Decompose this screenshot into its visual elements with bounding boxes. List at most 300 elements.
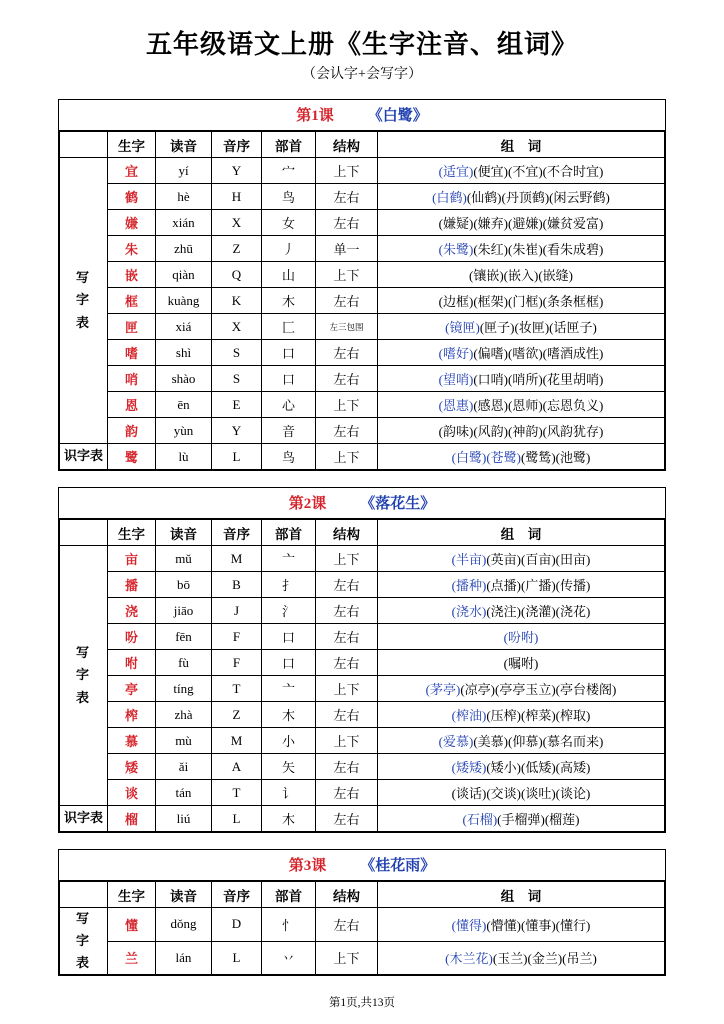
word-item: (仰慕) — [508, 734, 543, 749]
word-item: (嫌弃) — [473, 216, 508, 231]
initial-letter-cell: Y — [212, 418, 262, 444]
column-header: 部首 — [262, 520, 316, 546]
recognize-list-label: 识字表 — [60, 806, 108, 832]
column-header: 结构 — [316, 882, 378, 908]
character-cell: 韵 — [108, 418, 156, 444]
word-item: (神韵) — [508, 424, 543, 439]
table-row — [60, 158, 665, 184]
structure-cell: 左右 — [316, 210, 378, 236]
words-cell — [378, 184, 665, 210]
structure-cell: 左右 — [316, 908, 378, 942]
column-header: 音序 — [212, 132, 262, 158]
table-row — [60, 702, 665, 728]
radical-cell: 女 — [262, 210, 316, 236]
pinyin-cell: tán — [156, 780, 212, 806]
structure-cell: 左右 — [316, 780, 378, 806]
word-item: (看朱成碧) — [542, 242, 604, 257]
table-row — [60, 444, 665, 470]
word-item: (丹顶鹤) — [501, 190, 550, 205]
structure-cell: 左右 — [316, 418, 378, 444]
word-item: (榨取) — [555, 708, 591, 723]
word-item: (浇注) — [486, 604, 521, 619]
word-item: (浇灌) — [521, 604, 556, 619]
pinyin-cell: lù — [156, 444, 212, 470]
structure-cell: 左右 — [316, 366, 378, 392]
radical-cell: 扌 — [262, 572, 316, 598]
word-item: (嫌疑) — [438, 216, 474, 231]
word-item: (谈吐) — [521, 786, 556, 801]
pinyin-cell: shào — [156, 366, 212, 392]
word-item: (匣子) — [479, 320, 515, 335]
character-cell: 嵌 — [108, 262, 156, 288]
word-item: (交谈) — [486, 786, 521, 801]
word-item: (苍鹭) — [486, 450, 521, 465]
structure-cell: 左右 — [316, 598, 378, 624]
radical-cell: 山 — [262, 262, 316, 288]
table-header-row — [60, 132, 665, 158]
page-title: 五年级语文上册《生字注音、组词》 — [145, 30, 578, 59]
radical-cell: 亠 — [262, 546, 316, 572]
character-cell: 匣 — [108, 314, 156, 340]
word-item: (镜匣) — [445, 320, 480, 335]
character-cell: 兰 — [108, 941, 156, 975]
write-list-label: 写 字 表 — [60, 158, 108, 444]
column-header: 部首 — [262, 882, 316, 908]
character-cell: 亩 — [108, 546, 156, 572]
word-item: (矮小) — [486, 760, 521, 775]
word-item: (茅亭) — [425, 682, 461, 697]
column-header: 音序 — [212, 520, 262, 546]
word-item: (门框) — [508, 294, 543, 309]
words-cell — [378, 780, 665, 806]
character-cell: 嗜 — [108, 340, 156, 366]
structure-cell: 左右 — [316, 754, 378, 780]
lesson-block — [58, 487, 666, 833]
radical-cell: 讠 — [262, 780, 316, 806]
word-item: (镶嵌) — [468, 268, 504, 283]
character-table — [59, 519, 665, 832]
character-cell: 慕 — [108, 728, 156, 754]
table-row — [60, 572, 665, 598]
initial-letter-cell: H — [212, 184, 262, 210]
pinyin-cell: yí — [156, 158, 212, 184]
radical-cell: 匚 — [262, 314, 316, 340]
character-cell: 咐 — [108, 650, 156, 676]
recognize-list-label: 识字表 — [60, 444, 108, 470]
initial-letter-cell: K — [212, 288, 262, 314]
pinyin-cell: qiàn — [156, 262, 212, 288]
structure-cell: 单一 — [316, 236, 378, 262]
word-item: (美慕) — [473, 734, 508, 749]
column-header: 组 词 — [378, 132, 665, 158]
pinyin-cell: tíng — [156, 676, 212, 702]
page-subtitle: （会认字+会写字） — [302, 67, 422, 82]
structure-cell: 上下 — [316, 546, 378, 572]
radical-cell: 小 — [262, 728, 316, 754]
pinyin-cell: fēn — [156, 624, 212, 650]
lesson-block — [58, 849, 666, 976]
word-item: (浇水) — [451, 604, 487, 619]
word-item: (恩惠) — [438, 398, 474, 413]
radical-cell: 丿 — [262, 236, 316, 262]
words-cell — [378, 676, 665, 702]
column-header: 读音 — [156, 520, 212, 546]
structure-cell: 上下 — [316, 941, 378, 975]
table-row — [60, 210, 665, 236]
word-item: (适宜) — [438, 164, 474, 179]
pinyin-cell: zhū — [156, 236, 212, 262]
write-list-label: 写 字 表 — [60, 908, 108, 975]
pinyin-cell: ēn — [156, 392, 212, 418]
column-header: 结构 — [316, 132, 378, 158]
word-item: (懂行) — [555, 917, 591, 933]
character-cell: 播 — [108, 572, 156, 598]
word-item: (凉亭) — [460, 682, 495, 697]
table-row — [60, 262, 665, 288]
words-cell — [378, 314, 665, 340]
pinyin-cell: bō — [156, 572, 212, 598]
word-item: (哨所) — [508, 372, 543, 387]
initial-letter-cell: J — [212, 598, 262, 624]
word-item: (条条框框) — [542, 294, 604, 309]
initial-letter-cell: X — [212, 210, 262, 236]
column-header: 组 词 — [378, 520, 665, 546]
word-item: (金兰) — [527, 951, 563, 967]
table-row — [60, 754, 665, 780]
word-item: (偏嗜) — [473, 346, 508, 361]
word-item: (风韵) — [473, 424, 508, 439]
word-item: (不合时宜) — [542, 164, 604, 179]
character-table — [59, 881, 665, 975]
pinyin-cell: xiá — [156, 314, 212, 340]
word-item: (手榴弹) — [497, 812, 545, 827]
radical-cell: 音 — [262, 418, 316, 444]
radical-cell: 口 — [262, 366, 316, 392]
word-item: (不宜) — [508, 164, 543, 179]
pinyin-cell: yùn — [156, 418, 212, 444]
radical-cell: 丷 — [262, 941, 316, 975]
word-item: (嫌贫爱富) — [542, 216, 604, 231]
pinyin-cell: shì — [156, 340, 212, 366]
word-item: (朱崔) — [508, 242, 543, 257]
words-cell — [378, 624, 665, 650]
structure-cell: 上下 — [316, 262, 378, 288]
table-row — [60, 366, 665, 392]
initial-letter-cell: F — [212, 624, 262, 650]
radical-cell: 鸟 — [262, 444, 316, 470]
word-item: (妆匣) — [514, 320, 550, 335]
character-cell: 榨 — [108, 702, 156, 728]
radical-cell: 口 — [262, 340, 316, 366]
word-item: (懂事) — [521, 917, 556, 933]
radical-cell: 忄 — [262, 908, 316, 942]
initial-letter-cell: E — [212, 392, 262, 418]
words-cell — [378, 288, 665, 314]
structure-cell: 上下 — [316, 444, 378, 470]
initial-letter-cell: Y — [212, 158, 262, 184]
word-item: (嘱咐) — [503, 656, 539, 671]
character-cell: 朱 — [108, 236, 156, 262]
radical-cell: 矢 — [262, 754, 316, 780]
word-item: (矮矮) — [451, 760, 487, 775]
pinyin-cell: ǎi — [156, 754, 212, 780]
word-item: (播种) — [451, 578, 487, 593]
column-header: 生字 — [108, 882, 156, 908]
table-row — [60, 650, 665, 676]
radical-cell: 木 — [262, 288, 316, 314]
words-cell — [378, 444, 665, 470]
lesson-number: 第1课 — [296, 108, 334, 124]
words-cell — [378, 546, 665, 572]
character-cell: 谈 — [108, 780, 156, 806]
word-item: (低矮) — [521, 760, 556, 775]
word-item: (朱鹭) — [438, 242, 474, 257]
character-cell: 宜 — [108, 158, 156, 184]
lesson-name: 《白鹭》 — [367, 108, 428, 124]
structure-cell: 左三包围 — [316, 314, 378, 340]
pinyin-cell: mù — [156, 728, 212, 754]
initial-letter-cell: D — [212, 908, 262, 942]
structure-cell: 左右 — [316, 806, 378, 832]
word-item: (高矮) — [555, 760, 591, 775]
word-item: (田亩) — [555, 552, 591, 567]
table-header-row — [60, 520, 665, 546]
structure-cell: 上下 — [316, 728, 378, 754]
lesson-name: 《桂花雨》 — [360, 858, 436, 874]
write-list-label: 写 字 表 — [60, 546, 108, 806]
word-item: (嗜好) — [438, 346, 474, 361]
pinyin-cell: liú — [156, 806, 212, 832]
table-row — [60, 908, 665, 942]
initial-letter-cell: F — [212, 650, 262, 676]
word-item: (白鹤) — [432, 190, 467, 205]
character-cell: 懂 — [108, 908, 156, 942]
words-cell — [378, 572, 665, 598]
pinyin-cell: dǒng — [156, 908, 212, 942]
character-cell: 哨 — [108, 366, 156, 392]
initial-letter-cell: A — [212, 754, 262, 780]
words-cell — [378, 418, 665, 444]
words-cell — [378, 158, 665, 184]
header-corner — [60, 132, 108, 158]
initial-letter-cell: Q — [212, 262, 262, 288]
column-header: 读音 — [156, 882, 212, 908]
table-row — [60, 676, 665, 702]
column-header: 读音 — [156, 132, 212, 158]
word-item: (边框) — [438, 294, 474, 309]
column-header: 生字 — [108, 520, 156, 546]
words-cell — [378, 941, 665, 975]
lesson-header — [59, 850, 665, 881]
word-item: (玉兰) — [492, 951, 528, 967]
column-header: 结构 — [316, 520, 378, 546]
initial-letter-cell: S — [212, 340, 262, 366]
word-item: (白鹭) — [451, 450, 487, 465]
radical-cell: 木 — [262, 702, 316, 728]
lesson-block — [58, 99, 666, 471]
words-cell — [378, 262, 665, 288]
word-item: (嗜酒成性) — [542, 346, 604, 361]
word-item: (闲云野鹤) — [549, 190, 610, 205]
word-item: (点播) — [486, 578, 521, 593]
table-row — [60, 314, 665, 340]
table-row — [60, 236, 665, 262]
words-cell — [378, 392, 665, 418]
words-cell — [378, 754, 665, 780]
table-row — [60, 780, 665, 806]
word-item: (木兰花) — [445, 951, 493, 967]
character-cell: 亭 — [108, 676, 156, 702]
initial-letter-cell: M — [212, 728, 262, 754]
character-cell: 榴 — [108, 806, 156, 832]
initial-letter-cell: Z — [212, 236, 262, 262]
character-cell: 浇 — [108, 598, 156, 624]
initial-letter-cell: Z — [212, 702, 262, 728]
initial-letter-cell: X — [212, 314, 262, 340]
character-cell: 吩 — [108, 624, 156, 650]
words-cell — [378, 650, 665, 676]
initial-letter-cell: L — [212, 444, 262, 470]
word-item: (朱红) — [473, 242, 508, 257]
initial-letter-cell: T — [212, 676, 262, 702]
table-row — [60, 806, 665, 832]
structure-cell: 左右 — [316, 702, 378, 728]
word-item: (话匣子) — [549, 320, 597, 335]
words-cell — [378, 702, 665, 728]
pinyin-cell: fù — [156, 650, 212, 676]
lesson-name: 《落花生》 — [360, 496, 436, 512]
table-row — [60, 340, 665, 366]
word-item: (亭亭玉立) — [495, 682, 556, 697]
column-header: 组 词 — [378, 882, 665, 908]
words-cell — [378, 806, 665, 832]
word-item: (传播) — [555, 578, 591, 593]
word-item: (榨菜) — [521, 708, 556, 723]
word-item: (便宜) — [473, 164, 508, 179]
column-header: 生字 — [108, 132, 156, 158]
initial-letter-cell: T — [212, 780, 262, 806]
word-item: (花里胡哨) — [542, 372, 604, 387]
word-item: (感恩) — [473, 398, 508, 413]
structure-cell: 左右 — [316, 650, 378, 676]
column-header: 部首 — [262, 132, 316, 158]
word-item: (仙鹤) — [466, 190, 502, 205]
table-row — [60, 184, 665, 210]
word-item: (懂得) — [451, 917, 487, 933]
table-row — [60, 624, 665, 650]
word-item: (榴莲) — [544, 812, 580, 827]
character-cell: 框 — [108, 288, 156, 314]
radical-cell: 木 — [262, 806, 316, 832]
character-cell: 鹤 — [108, 184, 156, 210]
character-cell: 鹭 — [108, 444, 156, 470]
pinyin-cell: lán — [156, 941, 212, 975]
word-item: (爱慕) — [438, 734, 474, 749]
radical-cell: 亠 — [262, 676, 316, 702]
word-item: (嵌入) — [503, 268, 539, 283]
word-item: (懵懂) — [486, 917, 521, 933]
word-item: (英亩) — [486, 552, 521, 567]
words-cell — [378, 340, 665, 366]
word-item: (慕名而来) — [542, 734, 604, 749]
words-cell — [378, 366, 665, 392]
word-item: (框架) — [473, 294, 508, 309]
word-item: (石榴) — [462, 812, 498, 827]
pinyin-cell: xián — [156, 210, 212, 236]
word-item: (避嫌) — [508, 216, 543, 231]
word-item: (风韵犹存) — [542, 424, 604, 439]
word-item: (鹭鸶) — [521, 450, 556, 465]
lesson-header — [59, 488, 665, 519]
word-item: (口哨) — [473, 372, 508, 387]
pinyin-cell: jiāo — [156, 598, 212, 624]
header-corner — [60, 882, 108, 908]
word-item: (吩咐) — [503, 630, 539, 645]
table-row — [60, 418, 665, 444]
word-item: (忘恩负义) — [542, 398, 604, 413]
table-row — [60, 728, 665, 754]
structure-cell: 上下 — [316, 676, 378, 702]
word-item: (榨油) — [451, 708, 487, 723]
page-footer: 第1页,共13页 — [328, 997, 396, 1009]
word-item: (望哨) — [438, 372, 474, 387]
radical-cell: 宀 — [262, 158, 316, 184]
words-cell — [378, 598, 665, 624]
lessons-container — [58, 99, 666, 976]
word-item: (百亩) — [521, 552, 556, 567]
word-item: (广播) — [521, 578, 556, 593]
table-row — [60, 546, 665, 572]
word-item: (韵味) — [438, 424, 474, 439]
lesson-header — [59, 100, 665, 131]
radical-cell: 氵 — [262, 598, 316, 624]
word-item: (恩师) — [508, 398, 543, 413]
pinyin-cell: kuàng — [156, 288, 212, 314]
word-item: (吊兰) — [562, 951, 597, 967]
structure-cell: 左右 — [316, 184, 378, 210]
structure-cell: 左右 — [316, 624, 378, 650]
radical-cell: 口 — [262, 624, 316, 650]
word-item: (池鹭) — [555, 450, 591, 465]
word-item: (亭台楼阁) — [555, 682, 617, 697]
initial-letter-cell: B — [212, 572, 262, 598]
column-header: 音序 — [212, 882, 262, 908]
radical-cell: 口 — [262, 650, 316, 676]
initial-letter-cell: M — [212, 546, 262, 572]
structure-cell: 上下 — [316, 392, 378, 418]
word-item: (浇花) — [555, 604, 591, 619]
character-cell: 嫌 — [108, 210, 156, 236]
initial-letter-cell: L — [212, 941, 262, 975]
word-item: (谈话) — [451, 786, 487, 801]
radical-cell: 心 — [262, 392, 316, 418]
words-cell — [378, 236, 665, 262]
initial-letter-cell: L — [212, 806, 262, 832]
lesson-number: 第3课 — [288, 858, 327, 874]
words-cell — [378, 728, 665, 754]
word-item: (半亩) — [451, 552, 487, 567]
character-cell: 恩 — [108, 392, 156, 418]
table-row — [60, 941, 665, 975]
table-row — [60, 392, 665, 418]
table-row — [60, 288, 665, 314]
words-cell — [378, 210, 665, 236]
radical-cell: 鸟 — [262, 184, 316, 210]
header-corner — [60, 520, 108, 546]
pinyin-cell: mǔ — [156, 546, 212, 572]
structure-cell: 左右 — [316, 340, 378, 366]
table-header-row — [60, 882, 665, 908]
